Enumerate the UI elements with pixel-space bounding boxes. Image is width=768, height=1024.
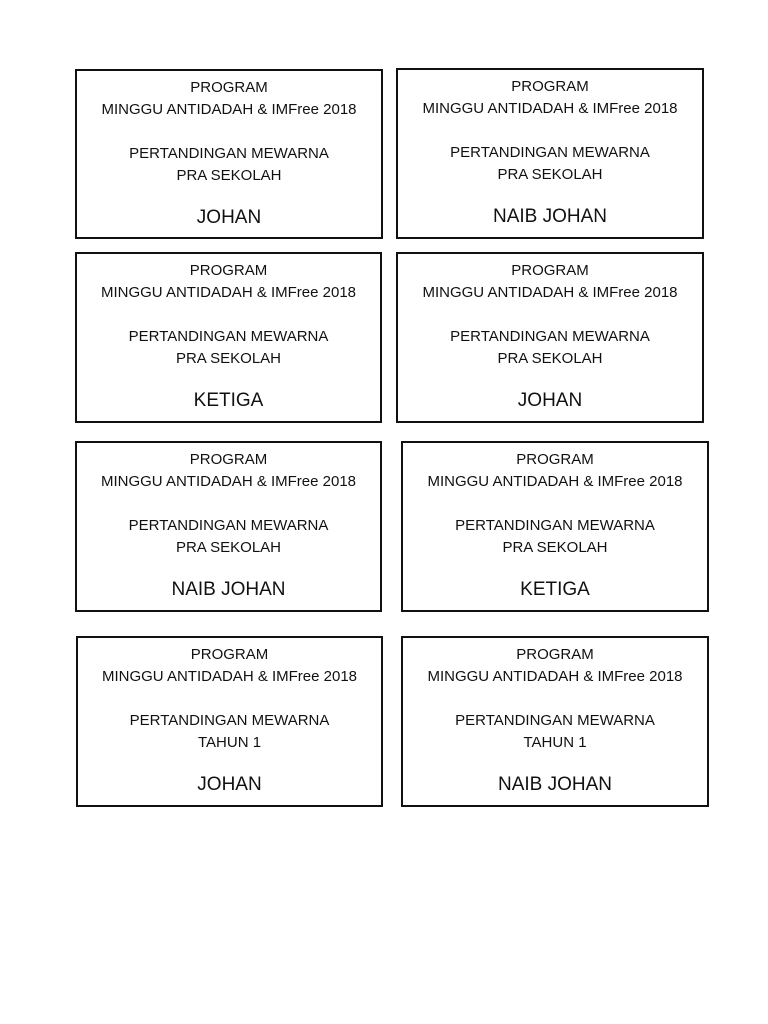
card-category: PRA SEKOLAH	[176, 167, 282, 184]
card-category: PRA SEKOLAH	[497, 350, 603, 367]
card-competition: PERTANDINGAN MEWARNA	[128, 328, 329, 345]
card-competition: PERTANDINGAN MEWARNA	[450, 328, 650, 345]
card-event-title: MINGGU ANTIDADAH & IMFree 2018	[101, 668, 358, 685]
award-card	[396, 68, 704, 239]
award-card	[75, 252, 382, 423]
card-category: PRA SEKOLAH	[175, 350, 282, 367]
card-rank: JOHAN	[196, 207, 262, 228]
award-card	[401, 441, 709, 612]
card-competition: PERTANDINGAN MEWARNA	[455, 712, 655, 729]
award-card	[401, 636, 709, 807]
card-rank: KETIGA	[193, 390, 264, 411]
award-card	[75, 441, 382, 612]
award-card	[76, 636, 383, 807]
card-category: PRA SEKOLAH	[497, 166, 603, 183]
card-rank: NAIB JOHAN	[492, 206, 608, 227]
card-competition: PERTANDINGAN MEWARNA	[129, 145, 329, 162]
card-category: TAHUN 1	[523, 734, 587, 751]
card-competition: PERTANDINGAN MEWARNA	[450, 144, 650, 161]
card-rank: NAIB JOHAN	[497, 774, 613, 795]
card-program-label: PROGRAM	[190, 79, 268, 96]
card-rank: KETIGA	[520, 579, 590, 600]
card-rank: NAIB JOHAN	[171, 579, 286, 600]
card-rank: JOHAN	[517, 390, 583, 411]
award-card	[75, 69, 383, 239]
card-event-title: MINGGU ANTIDADAH & IMFree 2018	[422, 284, 678, 301]
card-competition: PERTANDINGAN MEWARNA	[128, 517, 329, 534]
card-rank: JOHAN	[197, 774, 262, 795]
card-event-title: MINGGU ANTIDADAH & IMFree 2018	[100, 473, 357, 490]
card-category: TAHUN 1	[197, 734, 262, 751]
card-program-label: PROGRAM	[516, 451, 594, 468]
card-competition: PERTANDINGAN MEWARNA	[129, 712, 330, 729]
card-program-label: PROGRAM	[189, 262, 268, 279]
card-event-title: MINGGU ANTIDADAH & IMFree 2018	[101, 101, 357, 118]
card-event-title: MINGGU ANTIDADAH & IMFree 2018	[427, 668, 683, 685]
card-event-title: MINGGU ANTIDADAH & IMFree 2018	[427, 473, 683, 490]
award-card	[396, 252, 704, 423]
card-event-title: MINGGU ANTIDADAH & IMFree 2018	[422, 100, 678, 117]
card-category: PRA SEKOLAH	[175, 539, 282, 556]
card-event-title: MINGGU ANTIDADAH & IMFree 2018	[100, 284, 357, 301]
card-program-label: PROGRAM	[516, 646, 594, 663]
card-program-label: PROGRAM	[190, 646, 269, 663]
card-program-label: PROGRAM	[189, 451, 268, 468]
card-program-label: PROGRAM	[511, 78, 589, 95]
card-competition: PERTANDINGAN MEWARNA	[455, 517, 655, 534]
card-category: PRA SEKOLAH	[502, 539, 608, 556]
card-program-label: PROGRAM	[511, 262, 589, 279]
